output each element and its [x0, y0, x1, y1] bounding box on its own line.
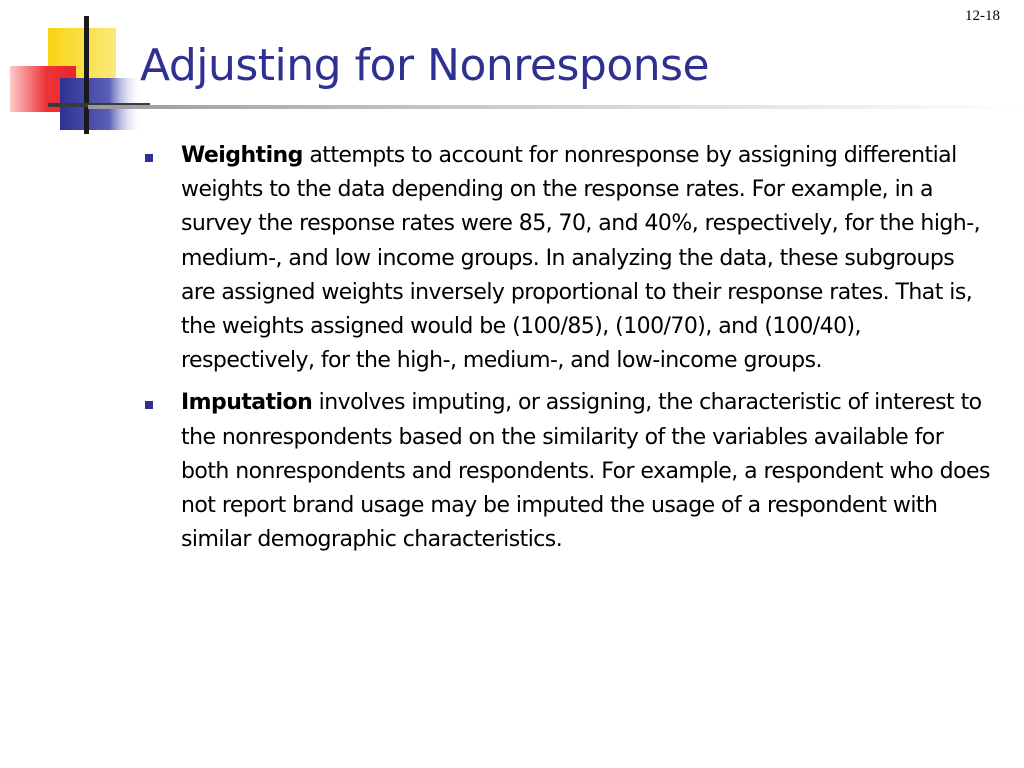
page-title: Adjusting for Nonresponse: [140, 40, 710, 91]
slide-number: 12-18: [965, 8, 1000, 24]
weighting-description: attempts to account for nonresponse by assigning differential weights to the data depending on the response rates. For example, in a survey the response rates were 85, 70, and 40%, respectively, for the high-, medium-, and low income groups. In analyzing the data, these subgroups are assigned weights inversely proportional to their response rates. That is, the weights assigned would be (100/85), (100/70), and (100/40), respectively, for the high-, medium-, and low-income groups.: [181, 143, 981, 374]
logo-icon: [0, 0, 150, 140]
bullet-weighting: [141, 139, 991, 378]
square-bullet-icon: [145, 154, 153, 162]
term-weighting: Weighting: [181, 143, 303, 168]
title-divider: [88, 105, 1024, 109]
bullet-imputation: [141, 386, 991, 557]
bullet-list: [141, 139, 991, 565]
square-bullet-icon: [145, 401, 153, 409]
imputation-description: involves imputing, or assigning, the characteristic of interest to the nonrespondents based on the similarity of the variables available for both nonrespondents and respondents. For example, a respondent who does not report brand usage may be imputed the usage of a respondent with similar demographic characteristics.: [181, 390, 990, 553]
term-imputation: Imputation: [181, 390, 313, 416]
